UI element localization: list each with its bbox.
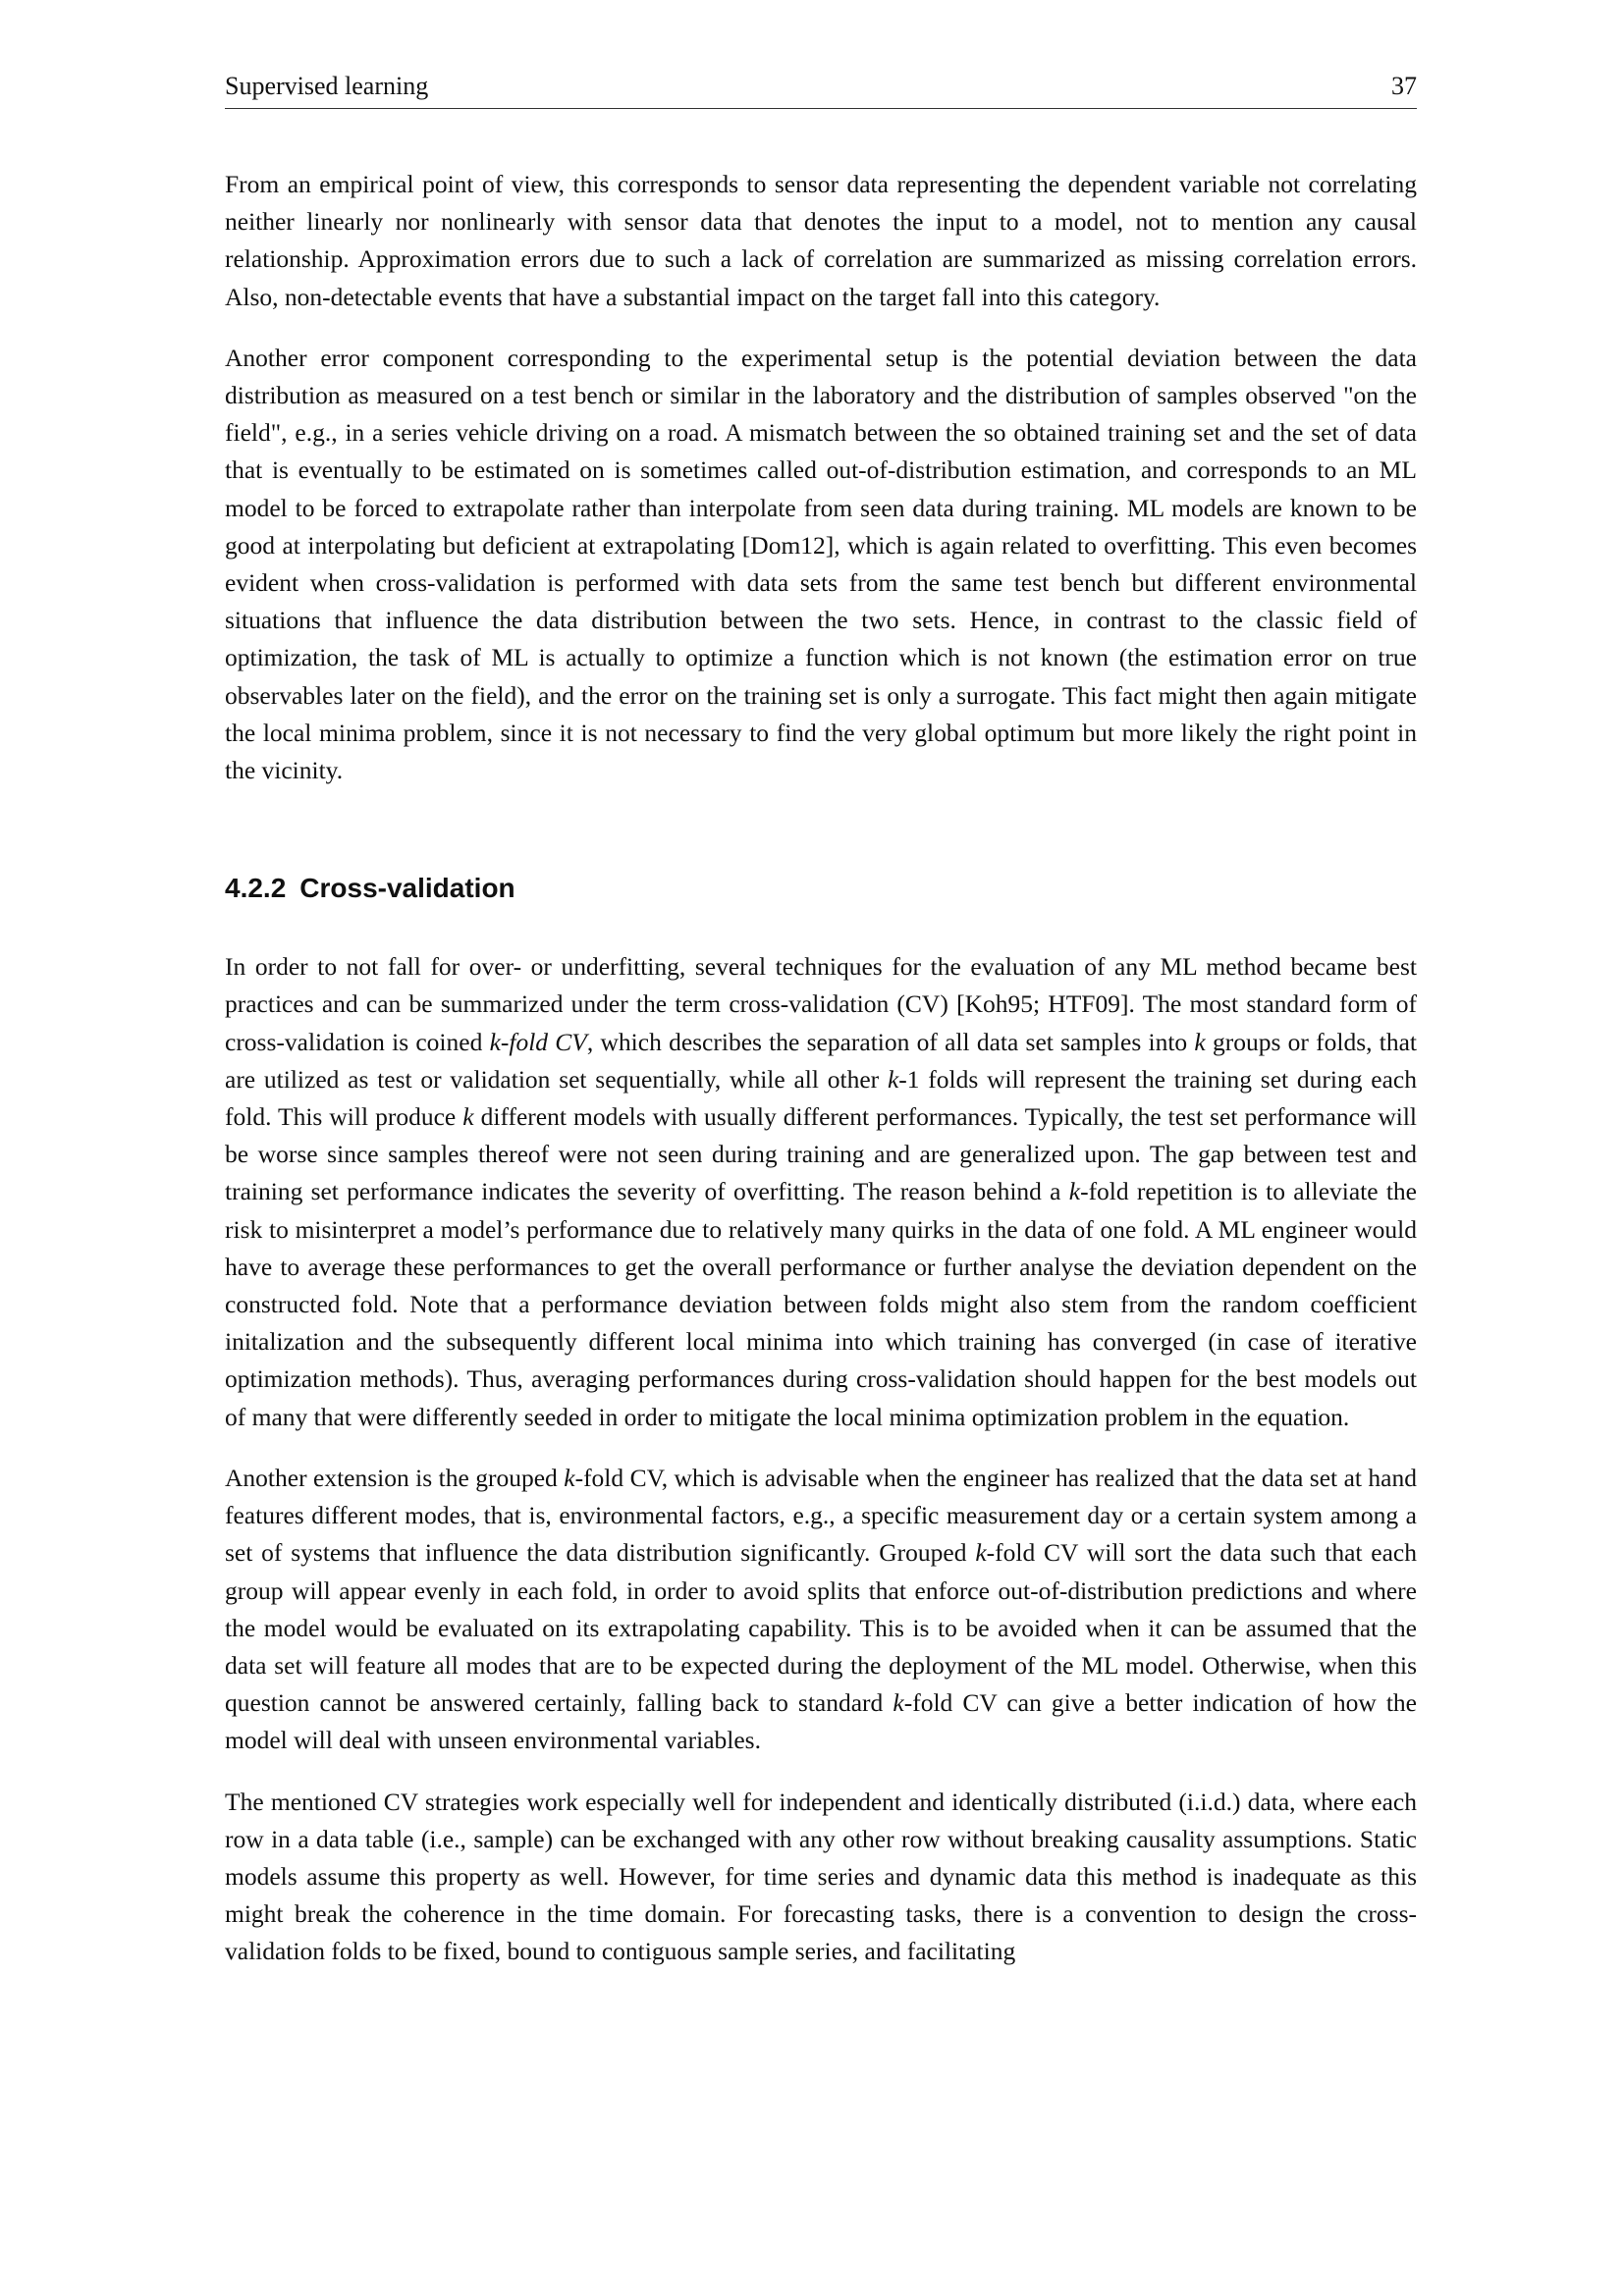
- italic-term: k-fold CV: [489, 1027, 587, 1056]
- section-number: 4.2.2: [225, 873, 287, 904]
- paragraph-k-fold-cv: [225, 948, 1417, 1436]
- paragraph-out-of-distribution: [225, 340, 1417, 789]
- section-heading: [225, 870, 1417, 907]
- italic-term: k: [1194, 1027, 1206, 1056]
- page-number: 37: [1391, 72, 1417, 100]
- italic-term: k: [887, 1064, 899, 1094]
- text-run: In order to not fall for over- or underfitting, several techniques for the evaluation of any ML method became best practices and can be summarized under the term cross-validation (CV) [Koh95; HTF09]. The most standard form of cross-validation is coined: [225, 952, 1417, 1056]
- text-run: Another error component corresponding to the experimental setup is the potential deviation between the data distribution as measured on a test bench or similar in the laboratory and the distribution of samples observed "on the field", e.g., in a series vehicle driving on a road. A mismatch between the so obtained training set and the set of data that is eventually to be estimated on is sometimes called out-of-distribution estimation, and corresponds to an ML model to be forced to extrapolate rather than interpolate from seen data during training. ML models are known to be good at interpolating but deficient at extrapolating [Dom12], which is again related to overfitting. This even becomes evident when cross-validation is performed with data sets from the same test bench but different environmental situations that influence the data distribution between the two sets. Hence, in contrast to the classic field of optimization, the task of ML is actually to optimize a function which is not known (the estimation error on true observables later on the field), and the error on the training set is only a surrogate. This fact might then again mitigate the local minima problem, since it is not necessary to find the very global optimum but more likely the right point in the vicinity.: [225, 343, 1417, 785]
- running-header: [225, 69, 1417, 109]
- chapter-title: Supervised learning: [225, 72, 429, 100]
- text-run: different models with usually different performances. Typically, the test set performance will be worse since samples thereof were not seen during training and are generalized upon. The gap between test and training set performance indicates the severity of overfitting. The reason behind a: [225, 1102, 1418, 1206]
- text-run: groups or folds, that are utilized as test or validation set sequentially, while all other: [225, 1027, 1417, 1094]
- section-title: Cross-validation: [299, 873, 515, 904]
- text-run: The mentioned CV strategies work especially well for independent and identically distributed (i.i.d.) data, where each row in a data table (i.e., sample) can be exchanged with any other row without breaking causality assumptions. Static models assume this property as well. However, for time series and dynamic data this method is inadequate as this might break the coherence in the time domain. For forecasting tasks, there is a convention to design the cross-validation folds to be fixed, bound to contiguous sample series, and facilitating: [225, 1787, 1417, 1966]
- text-run: -fold CV can give a better indication of how the model will deal with unseen environmental variables.: [225, 1688, 1417, 1755]
- text-run: , which describes the separation of all data set samples into: [586, 1027, 1195, 1056]
- italic-term: k: [893, 1688, 904, 1718]
- paragraph-missing-correlation: [225, 166, 1417, 316]
- paragraph-iid-data: [225, 1784, 1417, 1971]
- document-page: [225, 69, 1417, 1995]
- text-run: -fold CV, which is advisable when the engineer has realized that the data set at hand features different modes, that is, environmental factors, e.g., a specific measurement day or a certain system among a set of systems that influence the data distribution significantly. Grouped: [225, 1463, 1417, 1568]
- text-run: From an empirical point of view, this corresponds to sensor data representing the dependent variable not correlating neither linearly nor nonlinearly with sensor data that denotes the input to a model, not to mention any causal relationship. Approximation errors due to such a lack of correlation are summarized as missing correlation errors. Also, non-detectable events that have a substantial impact on the target fall into this category.: [225, 170, 1417, 311]
- italic-term: k: [564, 1463, 575, 1492]
- text-run: -fold repetition is to alleviate the risk to misinterpret a model’s performance due to relatively many quirks in the data of one fold. A ML engineer would have to average these performances to get the overall performance or further analyse the deviation dependent on the constructed fold. Note that a performance deviation between folds might also stem from the random coefficient initalization and the subsequently different local minima into which training has converged (in case of iterative optimization methods). Thus, averaging performances during cross-validation should happen for the best models out of many that were differently seeded in order to mitigate the local minima optimization problem in the equation.: [225, 1177, 1417, 1431]
- text-run: Another extension is the grouped: [225, 1463, 565, 1492]
- body-text: [225, 166, 1417, 1971]
- italic-term: k: [1068, 1177, 1081, 1206]
- paragraph-grouped-k-fold: [225, 1460, 1417, 1760]
- text-run: -1 folds will represent the training set during each fold. This will produce: [225, 1064, 1417, 1132]
- text-run: -fold CV will sort the data such that each group will appear evenly in each fold, in order to avoid splits that enforce out-of-distribution predictions and where the model would be evaluated on its extrapolating capability. This is to be avoided when it can be assumed that the data set will feature all modes that are to be expected during the deployment of the ML model. Otherwise, when this question cannot be answered certainly, falling back to standard: [225, 1538, 1417, 1718]
- italic-term: k: [975, 1538, 987, 1568]
- italic-term: k: [462, 1102, 474, 1132]
